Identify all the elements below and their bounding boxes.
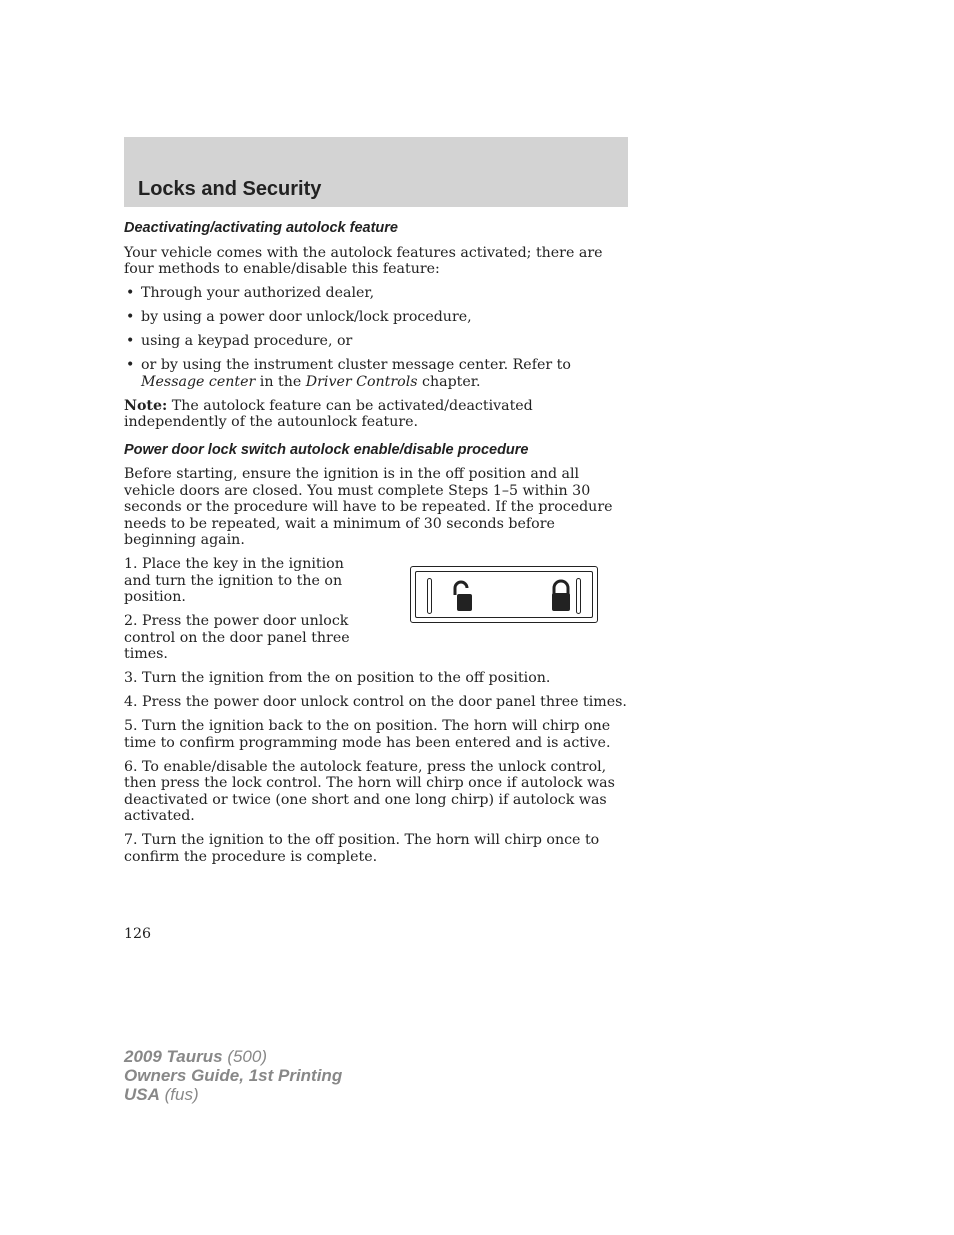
note-label: Note:: [124, 397, 168, 414]
step-item: 1. Place the key in the ignition and turn the ignition to the on position.: [124, 556, 344, 605]
step-item: 5. Turn the ignition back to the on position. The horn will chirp one time to confirm programming mode has been entered and is active.: [124, 718, 611, 751]
chapter-title: Locks and Security: [138, 178, 322, 200]
footer-market: USA: [124, 1085, 160, 1104]
bullet-text: chapter.: [417, 373, 481, 390]
section-intro: Your vehicle comes with the autolock features activated; there are four methods to enable/disable this feature:: [124, 244, 603, 277]
page-content: [124, 220, 628, 873]
list-item: [124, 357, 628, 390]
step-item: 3. Turn the ignition from the on position to the off position.: [124, 670, 551, 686]
step-item: 2. Press the power door unlock control on the door panel three times.: [124, 613, 350, 662]
note-text: The autolock feature can be activated/deactivated independently of the autounlock feature.: [124, 397, 533, 430]
footer-model: 2009 Taurus: [124, 1047, 223, 1066]
list-item: • by using a power door unlock/lock procedure,: [124, 309, 628, 326]
bullet-text: or by using the instrument cluster message center. Refer to: [141, 357, 571, 373]
footer-market-code: (fus): [159, 1085, 199, 1104]
step-item: 7. Turn the ignition to the off position. The horn will chirp once to confirm the procedure is complete.: [124, 832, 600, 865]
steps-with-figure: [124, 556, 628, 663]
methods-list: [124, 285, 628, 390]
footer-imprint: [124, 1047, 342, 1104]
list-item: • Through your authorized dealer,: [124, 285, 628, 302]
reference-driver-controls: Driver Controls: [305, 373, 418, 390]
procedure-intro: Before starting, ensure the ignition is in the off position and all vehicle doors are closed. You must complete Steps 1–5 within 30 seconds or the procedure will have to be repeated. If the procedure needs to be repeated, wait a minimum of 30 seconds before beginning again.: [124, 466, 613, 548]
list-item: • using a keypad procedure, or: [124, 333, 628, 350]
footer-model-code: (500): [222, 1047, 268, 1066]
switch-edge: [576, 578, 581, 614]
section-heading-procedure: Power door lock switch autolock enable/disable procedure: [124, 441, 529, 458]
switch-edge: [427, 578, 432, 614]
lock-icon: [550, 578, 572, 612]
note-paragraph: [124, 398, 628, 431]
page-number: 126: [124, 926, 152, 942]
door-lock-switch-figure: [410, 566, 598, 623]
section-heading-autolock: Deactivating/activating autolock feature: [124, 220, 398, 236]
step-item: 4. Press the power door unlock control on the door panel three times.: [124, 694, 627, 710]
reference-message-center: Message center: [141, 373, 256, 390]
chapter-header: [124, 137, 628, 207]
bullet-text: in the: [255, 373, 306, 390]
footer-printing: Owners Guide, 1st Printing: [124, 1066, 343, 1085]
unlock-icon: [448, 579, 474, 613]
step-item: 6. To enable/disable the autolock feature, press the unlock control, then press the lock control. The horn will chirp once if autolock was deactivated or twice (one short and one long chirp) if autolock was activated.: [124, 758, 615, 824]
